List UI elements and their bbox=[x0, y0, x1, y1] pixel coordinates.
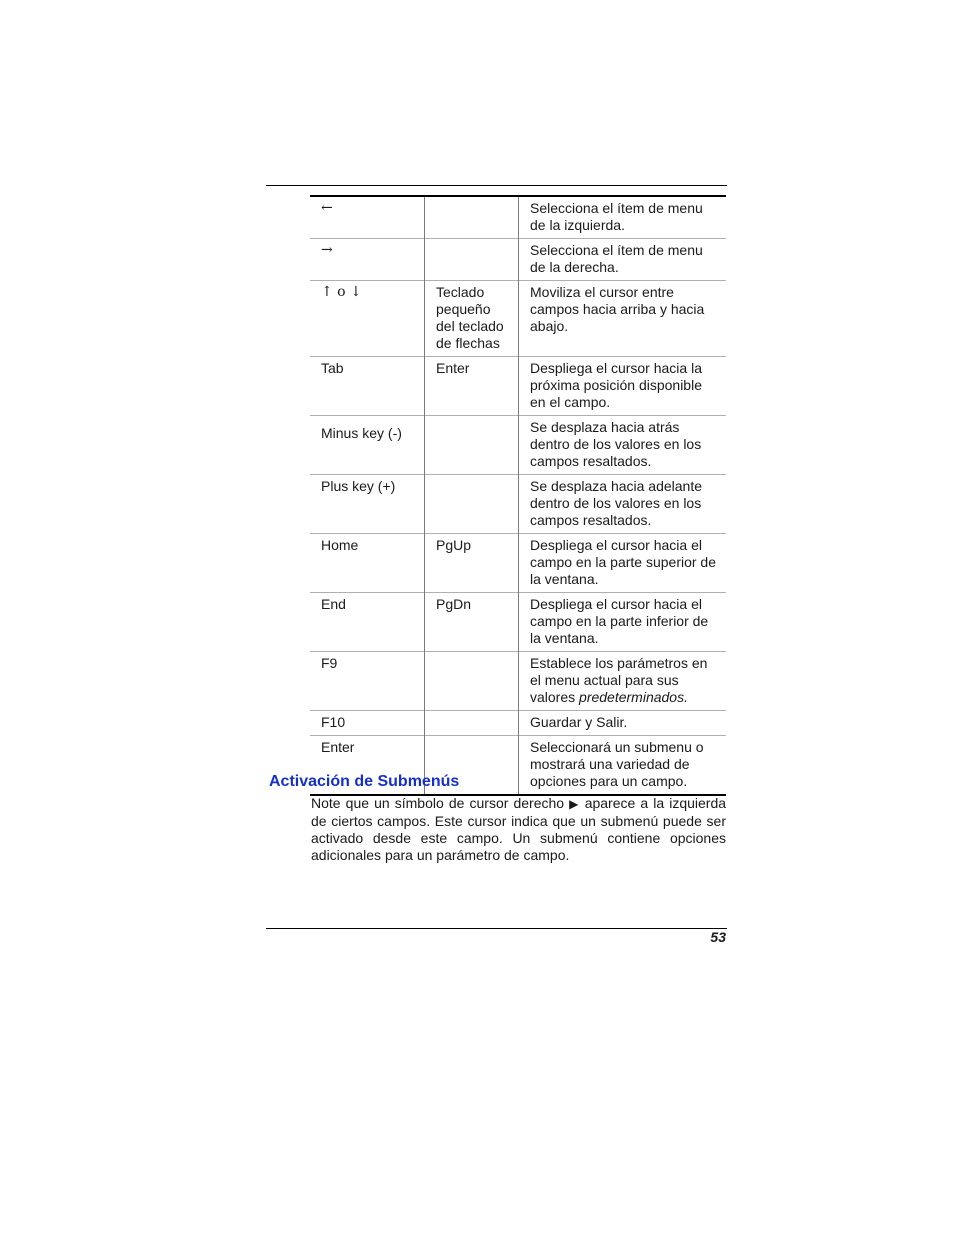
description-cell: Selecciona el ítem de menu de la izquierda. bbox=[530, 200, 703, 233]
alternate-key-cell bbox=[425, 652, 519, 711]
table-row bbox=[310, 196, 726, 239]
alternate-key-cell: Enter bbox=[425, 357, 519, 416]
alternate-key-cell: Teclado pequeño del teclado de flechas bbox=[425, 281, 519, 357]
description-cell: Moviliza el cursor entre campos hacia arriba y hacia abajo. bbox=[530, 284, 705, 334]
table-row bbox=[310, 593, 726, 652]
table-row bbox=[310, 416, 726, 475]
table-row bbox=[310, 357, 726, 416]
key-cell: Enter bbox=[310, 736, 425, 796]
alternate-key-cell: PgDn bbox=[425, 593, 519, 652]
description-cell: Se desplaza hacia atrás dentro de los valores en los campos resaltados. bbox=[530, 419, 702, 469]
key-cell: Home bbox=[310, 534, 425, 593]
key-function-table bbox=[310, 195, 726, 796]
description-cell: Se desplaza hacia adelante dentro de los valores en los campos resaltados. bbox=[530, 478, 703, 528]
description-cell: Despliega el cursor hacia la próxima posición disponible en el campo. bbox=[530, 360, 702, 410]
alternate-key-cell bbox=[425, 475, 519, 534]
description-text: Establece los parámetros en el menu actual para sus valores bbox=[530, 655, 708, 705]
table-row bbox=[310, 534, 726, 593]
description-cell: Despliega el cursor hacia el campo en la parte superior de la ventana. bbox=[530, 537, 716, 587]
table-row bbox=[310, 239, 726, 281]
description-cell: Despliega el cursor hacia el campo en la parte inferior de la ventana. bbox=[530, 596, 709, 646]
table-row bbox=[310, 711, 726, 736]
description-cell: Selecciona el ítem de menu de la derecha. bbox=[530, 242, 703, 275]
key-cell: ← bbox=[310, 196, 425, 239]
description-cell bbox=[519, 652, 727, 711]
alternate-key-cell bbox=[425, 239, 519, 281]
alternate-key-cell bbox=[425, 416, 519, 475]
footer-rule bbox=[266, 928, 727, 929]
section-heading: Activación de Submenús bbox=[269, 773, 460, 790]
header-rule bbox=[266, 185, 727, 186]
key-cell: F9 bbox=[310, 652, 425, 711]
description-cell: Guardar y Salir. bbox=[530, 714, 628, 730]
section-paragraph bbox=[311, 795, 726, 864]
paragraph-text-start: Note que un símbolo de cursor derecho bbox=[311, 795, 565, 811]
table-row bbox=[310, 475, 726, 534]
key-cell: Plus key (+) bbox=[310, 475, 425, 534]
description-cell: Seleccionará un submenu o mostrará una variedad de opciones para un campo. bbox=[530, 739, 704, 789]
key-cell: ↑ o ↓ bbox=[310, 281, 425, 357]
key-cell: F10 bbox=[310, 711, 425, 736]
table-row bbox=[310, 281, 726, 357]
alternate-key-cell bbox=[425, 196, 519, 239]
key-cell: Tab bbox=[310, 357, 425, 416]
table-row bbox=[310, 652, 726, 711]
key-cell: → bbox=[310, 239, 425, 281]
paragraph-text-end: aparece a la izquierda de ciertos campos. Este cursor indica que un submenú puede ser activado desde este campo. Un submenú contiene opciones adicionales para un parámetro de campo. bbox=[311, 795, 727, 863]
key-cell: Minus key (-) bbox=[310, 416, 425, 475]
right-cursor-icon: ▶ bbox=[569, 797, 580, 811]
description-emphasis: predeterminados. bbox=[579, 689, 688, 705]
key-cell: End bbox=[310, 593, 425, 652]
alternate-key-cell: PgUp bbox=[425, 534, 519, 593]
alternate-key-cell bbox=[425, 711, 519, 736]
page-number: 53 bbox=[710, 929, 726, 945]
